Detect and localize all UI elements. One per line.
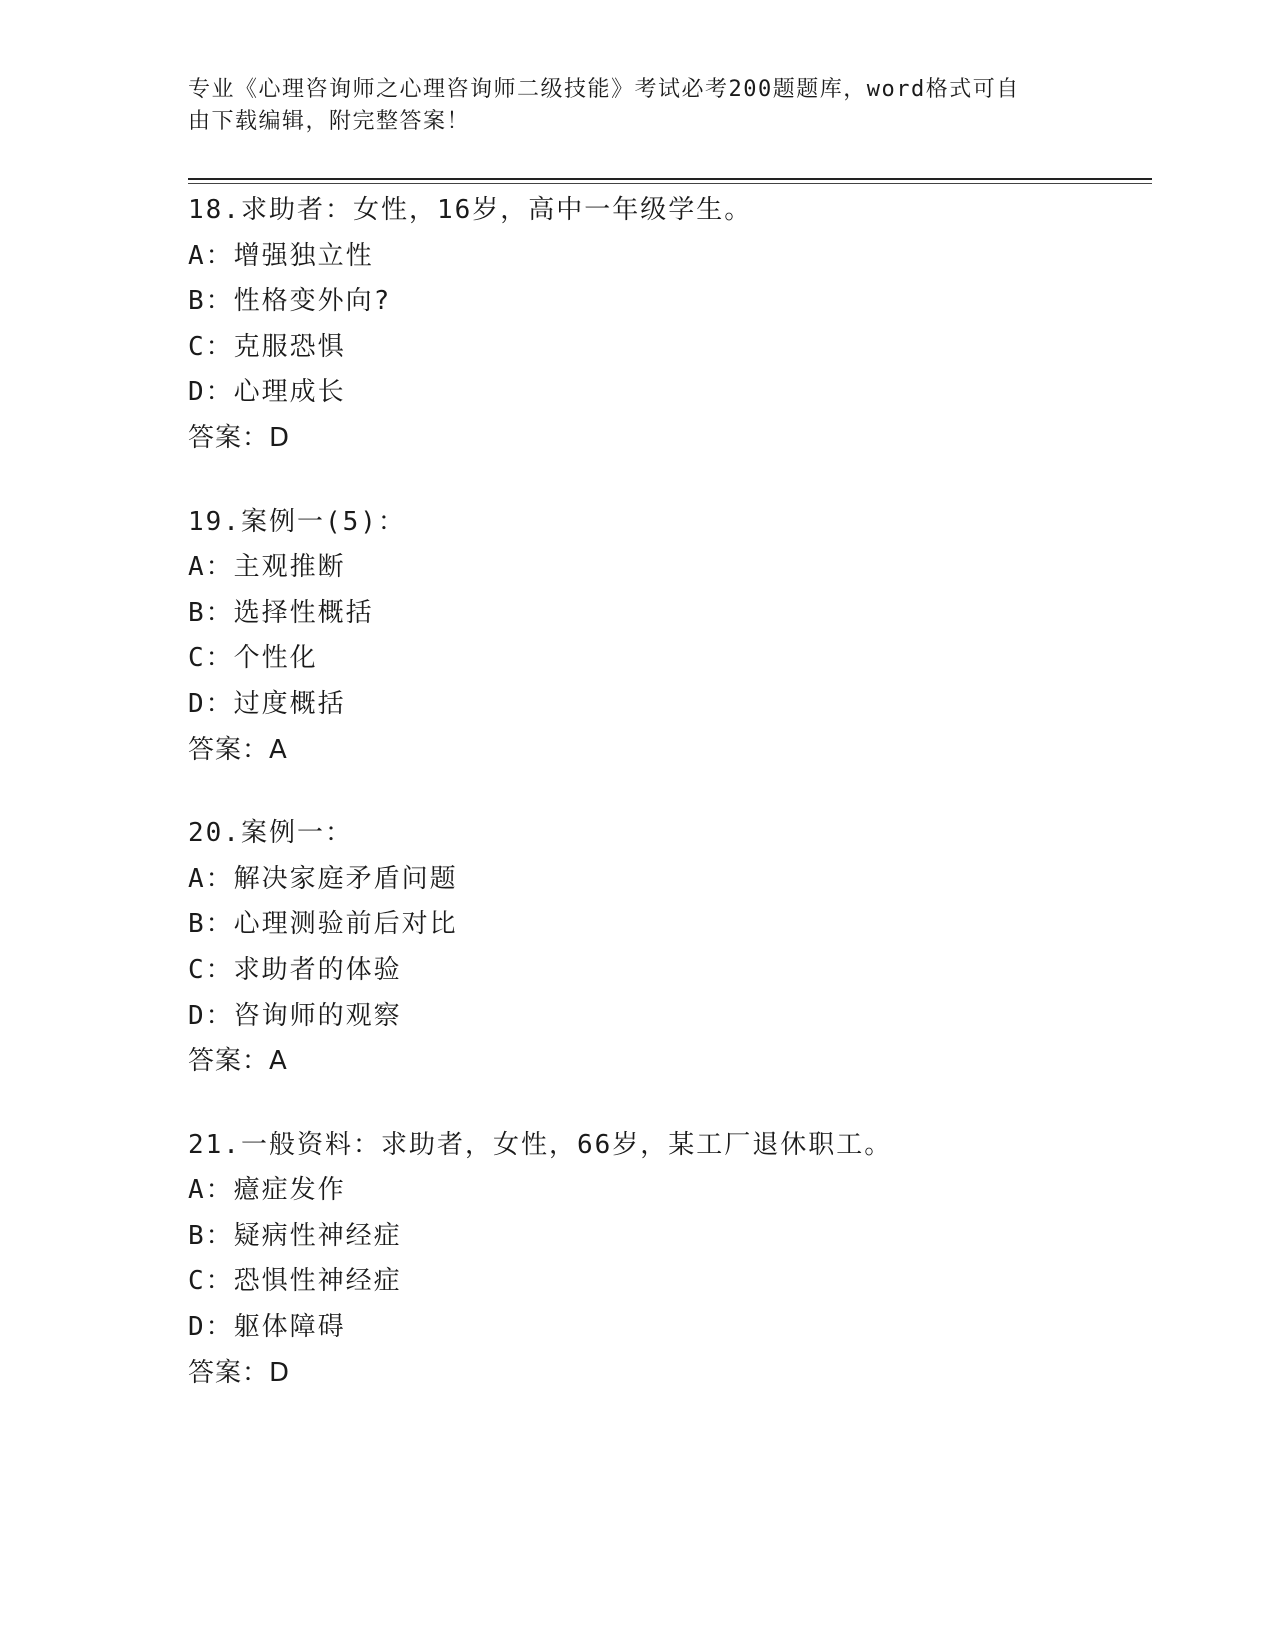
option-d: D：心理成长 bbox=[188, 377, 346, 408]
question-21 bbox=[188, 1123, 1148, 1397]
question-18 bbox=[188, 188, 1148, 462]
option-d: D：过度概括 bbox=[188, 688, 346, 719]
question-stem: 20.案例一： bbox=[188, 818, 353, 849]
option-a: A：主观推断 bbox=[188, 552, 346, 583]
option-c: C：个性化 bbox=[188, 643, 318, 674]
answer-label: 答案：A bbox=[188, 734, 288, 765]
option-c: C：克服恐惧 bbox=[188, 331, 346, 362]
question-20 bbox=[188, 811, 1148, 1085]
answer-label: 答案：A bbox=[188, 1046, 288, 1077]
option-c: C：求助者的体验 bbox=[188, 954, 402, 985]
option-a: A：增强独立性 bbox=[188, 240, 374, 271]
question-stem: 19.案例一(5)： bbox=[188, 506, 406, 537]
option-d: D：躯体障碍 bbox=[188, 1312, 346, 1343]
option-a: A：解决家庭矛盾问题 bbox=[188, 863, 458, 894]
question-list bbox=[188, 188, 1148, 1434]
option-a: A：癔症发作 bbox=[188, 1175, 346, 1206]
answer-label: 答案：D bbox=[188, 1357, 291, 1388]
option-d: D：咨询师的观察 bbox=[188, 1000, 402, 1031]
question-19 bbox=[188, 500, 1148, 774]
header-rule-thin bbox=[188, 183, 1152, 184]
option-b: B：疑病性神经症 bbox=[188, 1220, 402, 1251]
header-rule-thick bbox=[188, 178, 1152, 180]
option-b: B：性格变外向? bbox=[188, 286, 392, 317]
option-b: B：心理测验前后对比 bbox=[188, 909, 458, 940]
question-stem: 18.求助者：女性，16岁，高中一年级学生。 bbox=[188, 195, 753, 225]
answer-label: 答案：D bbox=[188, 422, 291, 453]
option-c: C：恐惧性神经症 bbox=[188, 1266, 402, 1297]
header-line-2: 由下载编辑，附完整答案！ bbox=[188, 109, 471, 134]
option-b: B：选择性概括 bbox=[188, 597, 374, 628]
question-stem: 21.一般资料：求助者，女性，66岁，某工厂退休职工。 bbox=[188, 1129, 893, 1160]
header-line-1: 专业《心理咨询师之心理咨询师二级技能》考试必考200题题库，word格式可自 bbox=[188, 77, 1020, 102]
document-header bbox=[188, 74, 1068, 138]
